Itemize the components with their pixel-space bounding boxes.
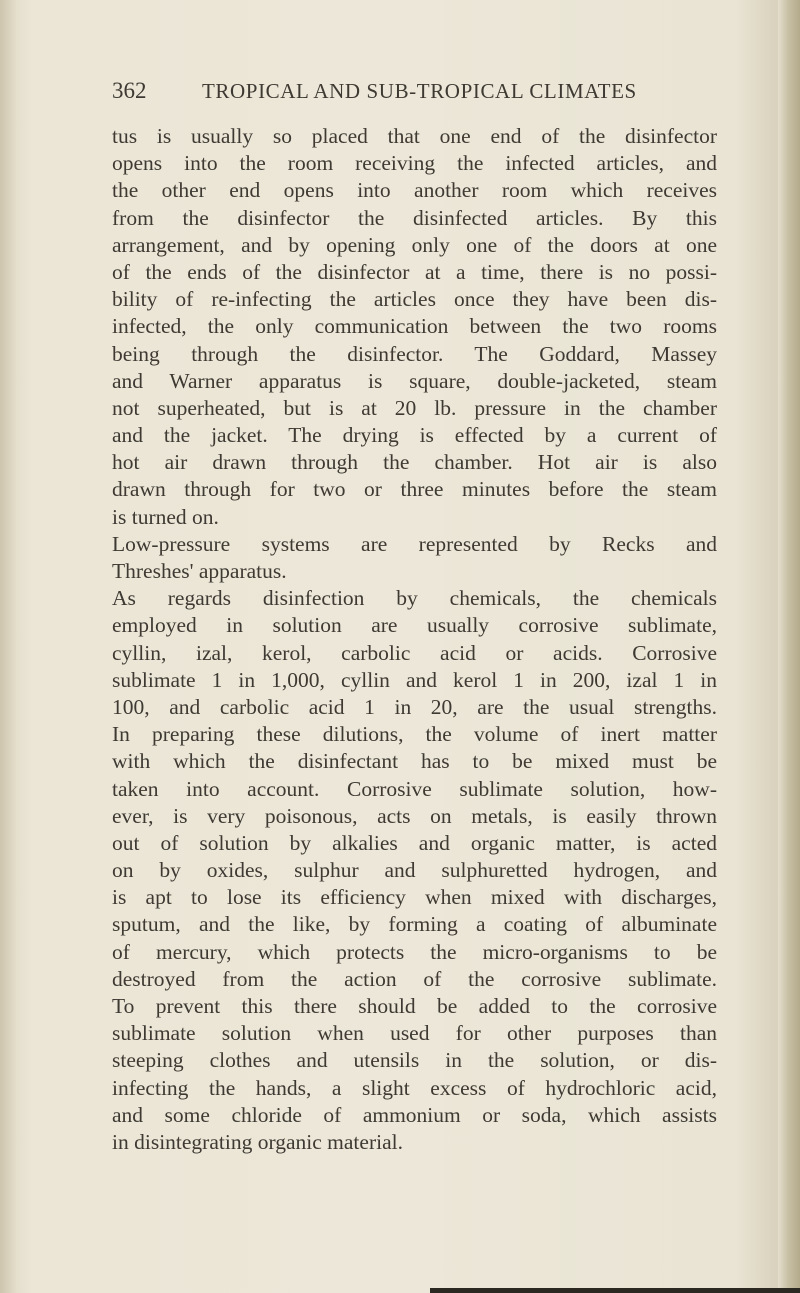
running-title: TROPICAL AND SUB-TROPICAL CLIMATES bbox=[202, 79, 637, 103]
text-line: sublimate solution when used for other purposes than bbox=[112, 1021, 717, 1046]
text-line: In preparing these dilutions, the volume of inert matter bbox=[112, 722, 717, 747]
text-line: sputum, and the like, by forming a coating of albuminate bbox=[112, 912, 717, 937]
text-line: and Warner apparatus is square, double-jacketed, steam bbox=[112, 368, 717, 393]
text-line: bility of re-infecting the articles once they have been dis- bbox=[112, 287, 717, 312]
text-line: opens into the room receiving the infected articles, and bbox=[112, 151, 717, 176]
text-line: of the ends of the disinfector at a time, there is no possi- bbox=[112, 259, 717, 284]
text-line: infecting the hands, a slight excess of hydrochloric acid, bbox=[112, 1075, 717, 1100]
text-line: out of solution by alkalies and organic matter, is acted bbox=[112, 830, 717, 855]
text-line: hot air drawn through the chamber. Hot air is also bbox=[112, 450, 717, 475]
text-line: of mercury, which protects the micro-organisms to be bbox=[112, 939, 717, 964]
text-line: Low-pressure systems are represented by Recks and bbox=[112, 531, 717, 556]
text-line: Threshes' apparatus. bbox=[112, 559, 287, 583]
text-line: from the disinfector the disinfected articles. By this bbox=[112, 205, 717, 230]
text-line: in disintegrating organic material. bbox=[112, 1129, 403, 1154]
page-edge-shadow bbox=[778, 0, 800, 1293]
text-line: sublimate 1 in 1,000, cyllin and kerol 1 in 200, izal 1 in bbox=[112, 667, 717, 692]
text-line: is apt to lose its efficiency when mixed with discharges, bbox=[112, 885, 717, 910]
text-line: not superheated, but is at 20 lb. pressure in the chamber bbox=[112, 395, 717, 420]
text-line: taken into account. Corrosive sublimate solution, how- bbox=[112, 776, 717, 801]
text-line: employed in solution are usually corrosive sublimate, bbox=[112, 613, 717, 638]
text-line: destroyed from the action of the corrosive sublimate. bbox=[112, 966, 717, 991]
text-line: cyllin, izal, kerol, carbolic acid or acids. Corrosive bbox=[112, 640, 717, 665]
text-line: 100, and carbolic acid 1 in 20, are the usual strengths. bbox=[112, 694, 717, 719]
text-line: steeping clothes and utensils in the solution, or dis- bbox=[112, 1048, 717, 1073]
text-line: drawn through for two or three minutes before the steam bbox=[112, 477, 717, 502]
text-line: on by oxides, sulphur and sulphuretted hydrogen, and bbox=[112, 858, 717, 883]
text-line: and the jacket. The drying is effected by a current of bbox=[112, 423, 717, 448]
text-line: infected, the only communication between the two rooms bbox=[112, 314, 717, 339]
page-number: 362 bbox=[112, 78, 147, 103]
running-header bbox=[112, 78, 732, 104]
text-line: and some chloride of ammonium or soda, which assists bbox=[112, 1102, 717, 1127]
text-line: the other end opens into another room which receives bbox=[112, 178, 717, 203]
text-line: is turned on. bbox=[112, 504, 219, 529]
text-line: with which the disinfectant has to be mixed must be bbox=[112, 749, 717, 774]
text-line: arrangement, and by opening only one of the doors at one bbox=[112, 232, 717, 257]
text-line: As regards disinfection by chemicals, the chemicals bbox=[112, 586, 717, 611]
body-text bbox=[112, 123, 717, 1156]
text-line: ever, is very poisonous, acts on metals, is easily thrown bbox=[112, 803, 717, 828]
text-line: being through the disinfector. The Goddard, Massey bbox=[112, 341, 717, 366]
bottom-edge-rule bbox=[430, 1288, 800, 1293]
page-gutter-shadow bbox=[0, 0, 16, 1293]
text-line: To prevent this there should be added to the corrosive bbox=[112, 994, 717, 1018]
text-line: tus is usually so placed that one end of the disinfector bbox=[112, 124, 717, 148]
